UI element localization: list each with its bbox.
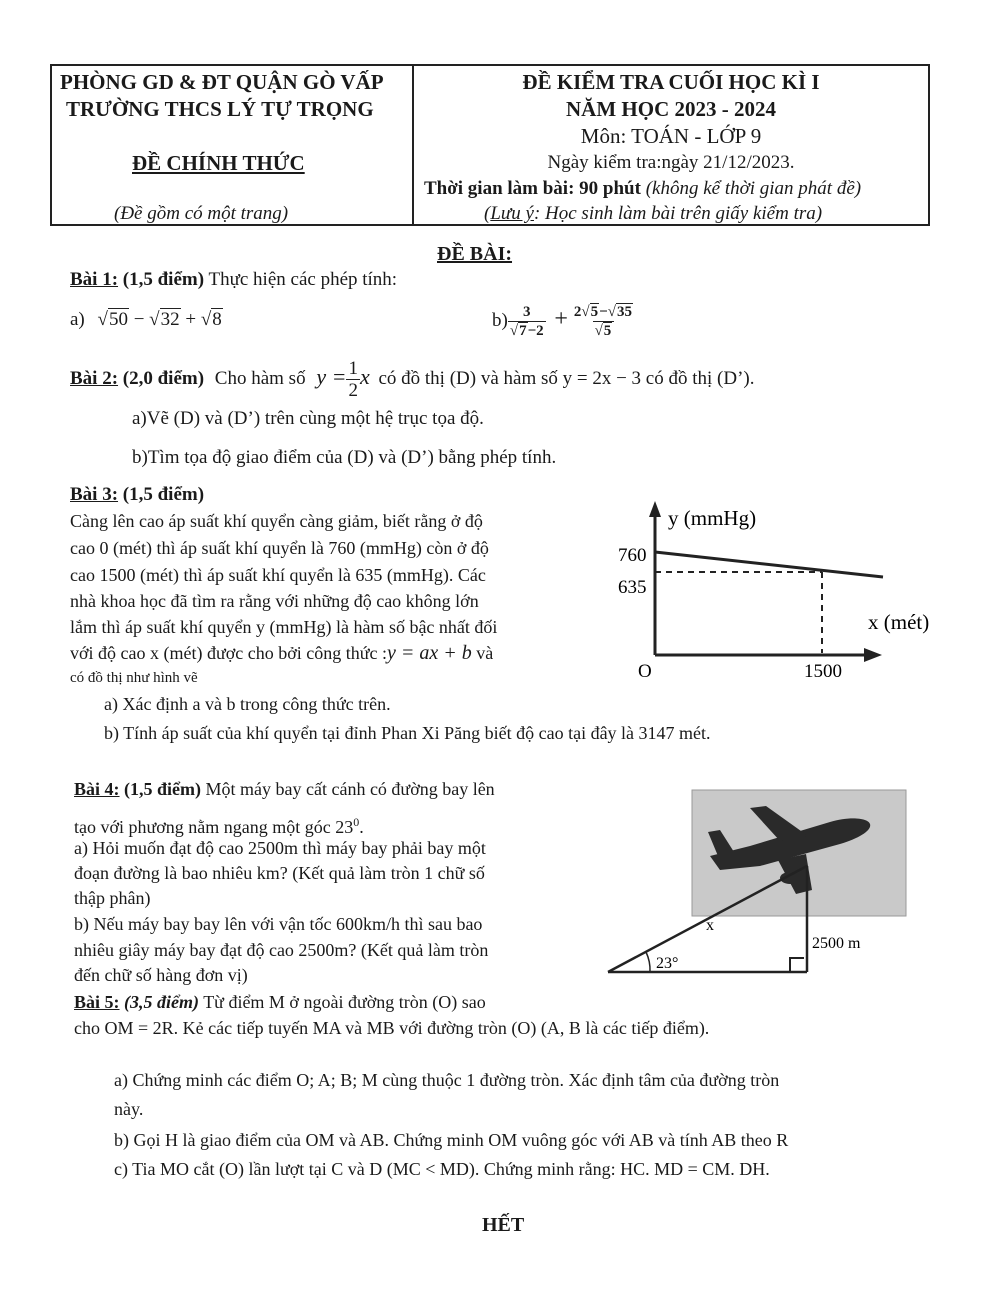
y-axis-arrow [649,501,661,517]
graph-y-760: 760 [618,545,647,566]
fraction-2-denominator: √5 [593,321,615,340]
bai1-points: (1,5 điểm) [122,269,205,290]
bai2-part-b: b)Tìm tọa độ giao điểm của (D) và (D’) bằng phép tính. [132,447,557,468]
exam-duration [424,177,861,201]
bai5-title [74,990,486,1014]
x-axis-arrow [864,648,882,662]
graph-xlabel: x (mét) [868,610,930,634]
bai2-text2: có đồ thị (D) và hàm số y = 2x − 3 có đồ thị (D’). [378,368,755,389]
angle-label: 23° [656,955,679,972]
bai1-title [70,268,397,292]
plus-sign: + [180,309,201,330]
radicand-35: 35 [616,304,632,321]
bai1-part-a [70,308,223,332]
bai3-title [70,483,204,507]
bai3-line-2: cao 0 (mét) thì áp suất khí quyển là 760 (mmHg) còn ở độ [70,538,489,558]
bai1-part-b [492,293,635,347]
bai5-part-a-1: a) Chứng minh các điểm O; A; B; M cùng thuộc 1 đường tròn. Xác định tâm của đường tròn [114,1070,780,1090]
bai1-text: Thực hiện các phép tính: [208,269,398,290]
bai5-part-b: b) Gọi H là giao điểm của OM và AB. Chứng minh OM vuông góc với AB và tính AB theo R [114,1130,789,1150]
bai4-label: Bài 4: [74,779,120,799]
header-box [50,64,930,226]
degree-sign: 0 [353,815,360,829]
graph-x-1500: 1500 [804,661,842,682]
fraction-2 [572,303,635,340]
fraction-one-half [346,358,360,401]
height-label: 2500 m [812,935,861,952]
paper-note [484,202,822,226]
fraction-1-denominator: √7−2 [509,323,544,340]
bai5-label: Bài 5: [74,992,120,1012]
paper-note-label: Lưu ý [490,203,534,224]
exam-title: ĐỀ KIỂM TRA CUỐI HỌC KÌ I [522,70,820,94]
bai4-line-6: b) Nếu máy bay bay lên với vận tốc 600km/h thì sau bao [74,914,483,934]
radicand-32: 32 [160,309,180,330]
fraction-1-numerator: 3 [522,304,531,321]
graph-ylabel: y (mmHg) [668,506,757,530]
section-heading: ĐỀ BÀI: [437,243,513,265]
half-numerator: 1 [348,358,358,380]
radicand-8: 8 [212,309,222,330]
bai3-line-6 [70,641,493,665]
bai4-line-5: thập phân) [74,888,151,908]
bai3-part-a: a) Xác định a và b trong công thức trên. [104,694,391,714]
bai4-line-3: a) Hỏi muốn đạt độ cao 2500m thì máy bay phải bay một [74,838,486,858]
department-name: PHÒNG GD & ĐT QUẬN GÒ VẤP [60,70,384,94]
bai3-line-6-text: với độ cao x (mét) được cho bởi công thức : [70,643,387,663]
bai3-line-7: có đồ thị như hình vẽ [70,670,198,686]
bai4-line-7: nhiêu giây máy bay đạt độ cao 2500m? (Kết quả làm tròn [74,940,489,960]
bai4-line-2-text: tạo với phương nằm ngang một góc 23 [74,817,354,837]
exam-date: Ngày kiểm tra:ngày 21/12/2023. [547,152,795,173]
bai3-formula-tail: và [471,643,494,663]
right-angle-mark [790,958,804,972]
graph-y-635: 635 [618,577,647,598]
angle-arc [646,952,650,972]
bai2-points: (2,0 điểm) [122,368,205,389]
function-y: y = [316,364,347,389]
official-label: ĐỀ CHÍNH THỨC [132,151,305,175]
bai3-formula: y = ax + b [387,642,472,664]
plus-sign-b: + [554,306,568,332]
bai4-line-2-tail: . [359,817,364,837]
header-right [414,66,928,224]
bai4-line-2 [74,810,364,839]
half-denominator: 2 [348,380,358,402]
bai3-line-1: Càng lên cao áp suất khí quyển càng giảm, biết rằng ở độ [70,511,483,531]
bai4-line-1: Một máy bay cất cánh có đường bay lên [205,779,495,799]
school-year: NĂM HỌC 2023 - 2024 [566,97,776,121]
bai2-label: Bài 2: [70,368,119,389]
bai2-part-a: a)Vẽ (D) và (D’) trên cùng một hệ trục tọa độ. [132,408,484,429]
school-name: TRƯỜNG THCS LÝ TỰ TRỌNG [66,97,374,121]
duration-note: (không kể thời gian phát đề) [645,178,862,199]
radicand-7: 7 [519,323,527,340]
bai1-b-label: b) [492,310,508,331]
paper-note-text: : Học sinh làm bài trên giấy kiểm tra) [533,203,823,224]
bai1-label: Bài 1: [70,269,119,290]
bai3-label: Bài 3: [70,484,119,505]
fraction-2-numerator: 2√5−√35 [573,304,632,321]
coef-2: 2 [573,304,582,321]
bai5-part-a-2: này. [114,1099,144,1119]
bai5-line-1: Từ điểm M ở ngoài đường tròn (O) sao [203,992,486,1012]
duration-bold: Thời gian làm bài: 90 phút [424,178,641,199]
bai4-points: (1,5 điểm) [124,779,201,799]
bai3-part-b: b) Tính áp suất của khí quyển tại đỉnh Phan Xi Păng biết độ cao tại đây là 3147 mét. [104,723,711,743]
bai3-line-5: lắm thì áp suất khí quyển y (mmHg) là hàm số bậc nhất đối [70,617,498,637]
fraction-1 [508,303,546,340]
fraction-1-tail: −2 [527,323,544,340]
end-label: HẾT [482,1214,525,1236]
bai4-line-4: đoạn đường là bao nhiêu km? (Kết quả làm tròn 1 chữ số [74,863,485,883]
airplane-figure [600,786,920,986]
header-left [52,66,414,224]
bai2-text1: Cho hàm số [214,368,306,389]
bai3-line-3: cao 1500 (mét) thì áp suất khí quyển là 635 (mmHg). Các [70,565,486,585]
bai5-line-2: cho OM = 2R. Kẻ các tiếp tuyến MA và MB với đường tròn (O) (A, B là các tiếp điểm). [74,1018,710,1038]
minus-sign: − [128,309,150,330]
bai3-line-4: nhà khoa học đã tìm ra rằng với những độ cao không lớn [70,591,479,611]
bai4-title [74,777,495,801]
bai2-title [70,354,755,402]
bai3-points: (1,5 điểm) [122,484,205,505]
radicand-5: 5 [590,304,599,321]
minus-sign-b: − [599,304,608,321]
side-x-label: x [706,917,714,934]
pressure-graph [600,495,950,695]
graph-origin: O [638,661,652,682]
bai4-line-8: đến chữ số hàng đơn vị) [74,965,248,985]
bai5-points: (3,5 điểm) [124,992,199,1012]
function-x: x [359,364,370,389]
paper-note-paren: ( [484,203,491,224]
subject: Môn: TOÁN - LỚP 9 [580,124,762,148]
radicand-5-den: 5 [603,323,612,340]
bai1-a-label: a) [70,309,85,330]
radicand-50: 50 [108,309,128,330]
bai5-part-c: c) Tia MO cắt (O) lần lượt tại C và D (MC < MD). Chứng minh rằng: HC. MD = CM. DH. [114,1159,770,1179]
bai1-a-expression: √50 − √32 + √8 [97,309,222,330]
page-count-note: (Đề gồm có một trang) [114,203,289,224]
pressure-line [655,552,883,577]
